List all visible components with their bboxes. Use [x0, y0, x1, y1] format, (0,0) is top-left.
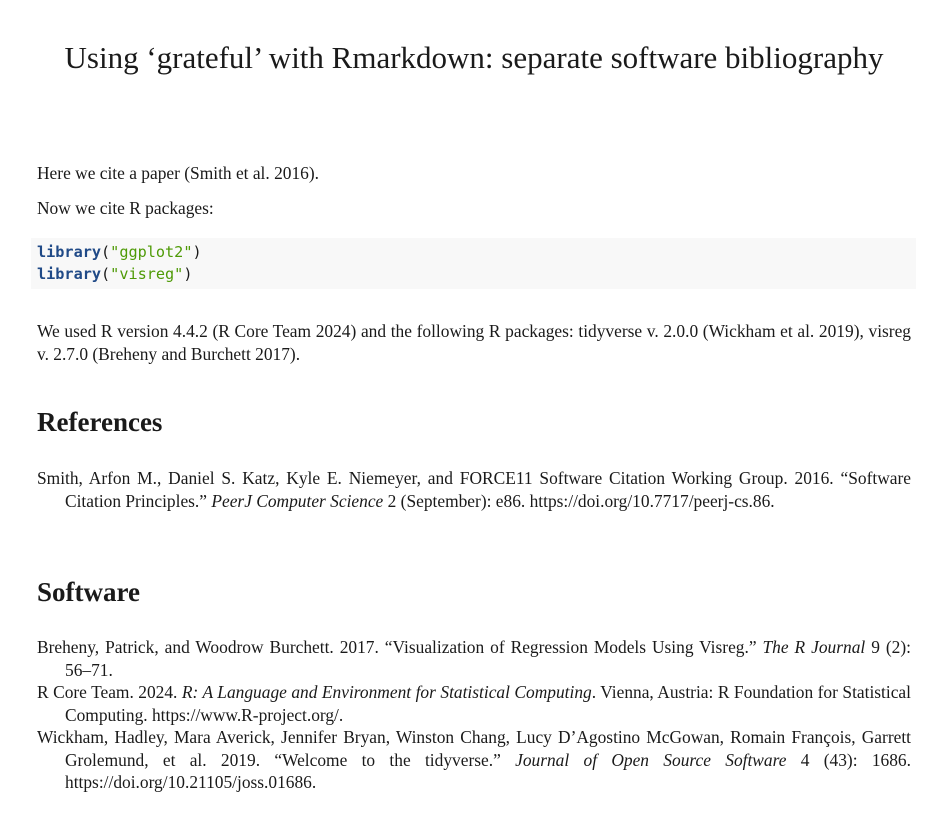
reference-details: 4 (43): 1686. https://doi.org/10.21105/joss.01686.	[65, 749, 911, 792]
reference-entry	[37, 467, 911, 512]
reference-text: Smith, Arfon M., Daniel S. Katz, Kyle E. Niemeyer, and FORCE11 Software Citation Working Group. 2016. “Software Citation Principles.”	[37, 468, 911, 511]
software-entry	[37, 636, 911, 681]
code-paren-close: )	[183, 265, 193, 283]
reference-details: . Vienna, Austria: R Foundation for Statistical Computing. https://www.R-project.org/.	[65, 682, 911, 725]
reference-journal: PeerJ Computer Science	[211, 490, 384, 511]
references-heading: References	[37, 407, 163, 437]
code-paren-open: (	[101, 243, 111, 261]
reference-text: Wickham, Hadley, Mara Averick, Jennifer Bryan, Winston Chang, Lucy D’Agostino McGowan, Romain François, Garrett Grolemund, et al. 2019. “Welcome to the tidyverse.”	[37, 727, 911, 770]
document-title: Using ‘grateful’ with Rmarkdown: separate software bibliography	[64, 40, 884, 75]
reference-journal: The R Journal	[762, 637, 866, 657]
code-block	[31, 238, 916, 289]
code-function: library	[37, 265, 102, 283]
reference-text: Breheny, Patrick, and Woodrow Burchett. 2017. “Visualization of Regression Models Using Visreg.”	[37, 637, 763, 657]
reference-details: 2 (September): e86. https://doi.org/10.7717/peerj-cs.86.	[383, 490, 775, 511]
reference-text: R Core Team. 2024.	[37, 682, 182, 702]
code-string: "visreg"	[110, 265, 184, 283]
code-line	[37, 263, 916, 285]
code-function: library	[37, 243, 102, 261]
summary-paragraph: We used R version 4.4.2 (R Core Team 2024) and the following R packages: tidyverse v. 2.0.0 (Wickham et al. 2019), visreg v. 2.7.0 (Breheny and Burchett 2017).	[37, 321, 911, 364]
code-line	[37, 241, 916, 263]
code-paren-open: (	[101, 265, 111, 283]
reference-details: 9 (2): 56–71.	[65, 637, 911, 680]
software-heading: Software	[37, 577, 140, 607]
intro-paragraph-paper: Here we cite a paper (Smith et al. 2016).	[37, 163, 320, 183]
code-string: "ggplot2"	[110, 243, 193, 261]
code-paren-close: )	[192, 243, 202, 261]
software-entry	[37, 681, 911, 726]
intro-paragraph-packages: Now we cite R packages:	[37, 198, 214, 218]
reference-book-title: R: A Language and Environment for Statistical Computing	[181, 682, 592, 702]
software-entry	[37, 726, 911, 794]
reference-journal: Journal of Open Source Software	[515, 749, 787, 770]
